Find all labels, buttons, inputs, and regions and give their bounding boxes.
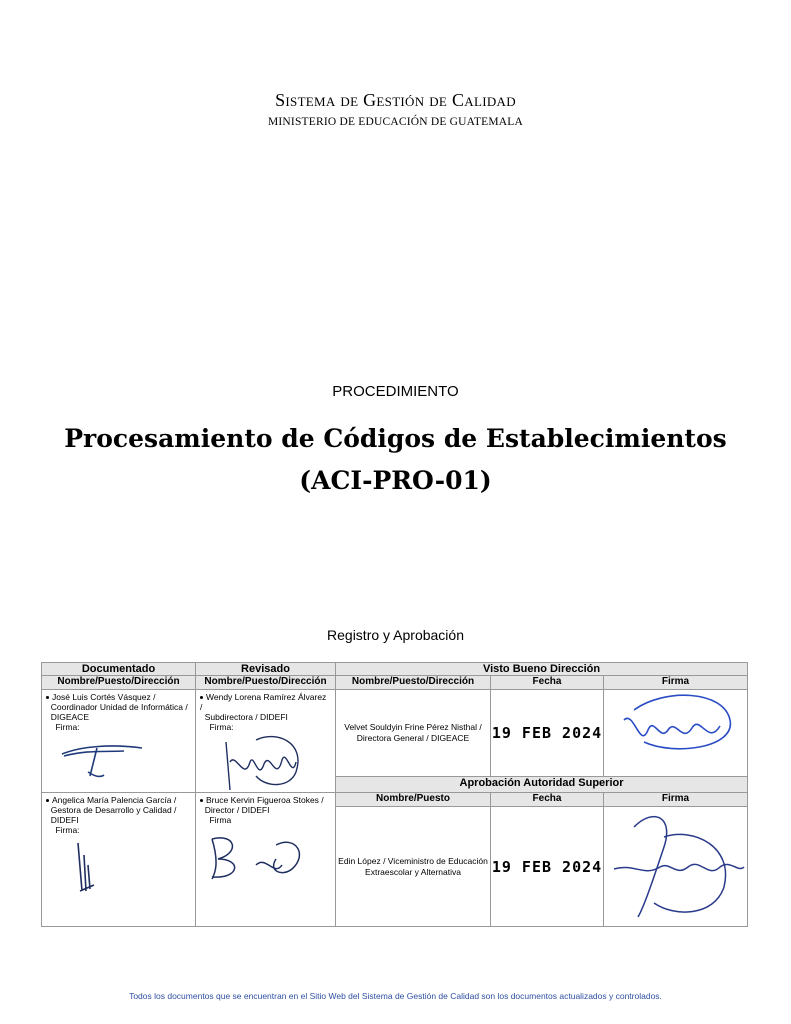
sub-revisado: Nombre/Puesto/Dirección <box>196 676 336 690</box>
documentado-entry-2 <box>42 793 196 927</box>
aprobacion-name <box>336 807 491 927</box>
signature-cortes <box>42 732 192 782</box>
entry-firma-label: Firma: <box>55 825 80 835</box>
bullet-icon <box>200 696 203 699</box>
entry-firma-label: Firma: <box>55 722 80 732</box>
entry-direction: DIGEACE <box>50 712 89 722</box>
header-ministry: MINISTERIO DE EDUCACIÓN DE GUATEMALA <box>267 116 524 128</box>
aprobacion-date-stamp: 19 FEB 2024 <box>491 807 604 927</box>
entry-name: Wendy Lorena Ramírez Álvarez / <box>200 692 327 712</box>
sub-aprobacion-firma: Firma <box>604 793 748 807</box>
visto-name-line: Velvet Souldyin Frine Pérez Nisthal / <box>344 722 482 733</box>
visto-bueno-signature-cell <box>604 690 748 777</box>
entry-direction: DIDEFI <box>50 815 79 825</box>
registry-label: Registro y Aprobación <box>327 627 464 643</box>
bullet-icon <box>200 799 203 802</box>
sub-visto-fecha: Fecha <box>491 676 604 690</box>
approval-table <box>41 662 748 927</box>
document-type: PROCEDIMIENTO <box>332 383 459 400</box>
sub-visto-nombre: Nombre/Puesto/Dirección <box>336 676 491 690</box>
signature-ramirez <box>196 732 334 792</box>
signature-figueroa <box>196 825 334 885</box>
sub-aprobacion-fecha: Fecha <box>491 793 604 807</box>
entry-name: Angelica María Palencia García / <box>52 795 177 805</box>
entry-name: Bruce Kervin Figueroa Stokes / <box>206 795 324 805</box>
entry-position: Coordinador Unidad de Informática / <box>50 702 188 712</box>
sub-documentado: Nombre/Puesto/Dirección <box>42 676 196 690</box>
signature-lopez <box>604 807 748 925</box>
aprobacion-position-line: Extraescolar y Alternativa <box>365 866 461 877</box>
title-line-1: Procesamiento de Códigos de Establecimientos <box>64 424 727 453</box>
signature-palencia <box>42 835 192 895</box>
entry-firma-label: Firma: <box>209 722 234 732</box>
entry-position: Subdirectora / DIDEFI <box>204 712 288 722</box>
visto-bueno-name <box>336 690 491 777</box>
entry-name: José Luis Cortés Vásquez / <box>52 692 156 702</box>
entry-position: Director / DIDEFI <box>204 805 270 815</box>
title-line-2: (ACI-PRO-01) <box>299 466 492 495</box>
entry-position: Gestora de Desarrollo y Calidad / <box>50 805 177 815</box>
visto-position-line: Directora General / DIGEACE <box>356 733 470 744</box>
header-revisado: Revisado <box>196 663 336 676</box>
aprobacion-signature-cell <box>604 807 748 927</box>
document-title <box>0 418 791 502</box>
documentado-entry-1 <box>42 690 196 793</box>
header-documentado: Documentado <box>42 663 196 676</box>
revisado-entry-2 <box>196 793 336 927</box>
sub-visto-firma: Firma <box>604 676 748 690</box>
header-aprobacion: Aprobación Autoridad Superior <box>336 777 748 793</box>
signature-perez <box>604 690 748 762</box>
header-system: Sistema de Gestión de Calidad <box>275 90 516 110</box>
sub-aprobacion-nombre: Nombre/Puesto <box>336 793 491 807</box>
bullet-icon <box>46 696 49 699</box>
revisado-entry-1 <box>196 690 336 793</box>
entry-firma-label: Firma <box>209 815 232 825</box>
aprobacion-name-line: Edin López / Viceministro de Educación <box>338 855 488 866</box>
header-visto-bueno: Visto Bueno Dirección <box>336 663 748 676</box>
visto-bueno-date-stamp: 19 FEB 2024 <box>491 690 604 777</box>
footer-note: Todos los documentos que se encuentran en el Sitio Web del Sistema de Gestión de Calidad son los documentos actualizados y controlados. <box>129 991 662 1001</box>
bullet-icon <box>46 799 49 802</box>
